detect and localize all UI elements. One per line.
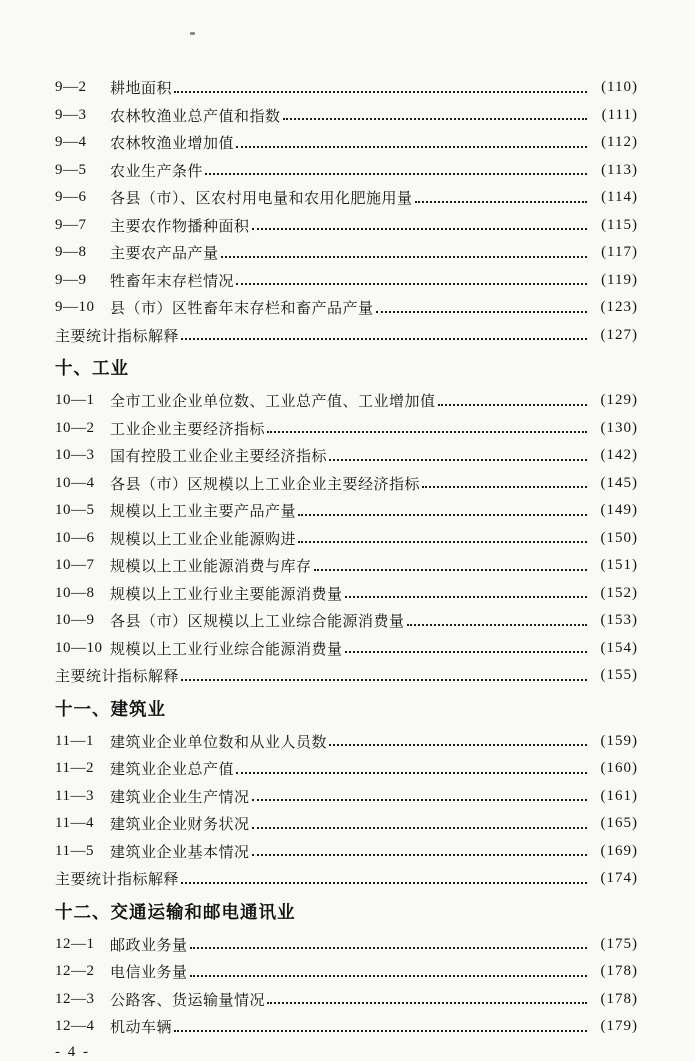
entry-number: 12—4 — [55, 1018, 95, 1035]
entry-title: 县（市）区牲畜年末存栏和畜产品产量 — [110, 301, 374, 318]
entry-number: 9—8 — [55, 244, 87, 261]
dot-leader — [181, 679, 587, 681]
dot-leader — [174, 91, 587, 93]
dot-leader — [236, 146, 587, 148]
entry-number: 9—3 — [55, 106, 87, 123]
dot-leader — [221, 256, 587, 258]
dot-leader — [252, 228, 587, 230]
entry-title: 各县（市）、区农村用电量和农用化肥施用量 — [110, 191, 413, 208]
toc-entry — [55, 810, 638, 838]
entry-page-number: (161) — [600, 787, 638, 804]
entry-number: 10—2 — [55, 419, 95, 436]
dot-leader — [190, 947, 587, 949]
dot-leader — [252, 827, 587, 829]
toc-entry — [55, 783, 638, 811]
dot-leader — [298, 514, 587, 516]
dot-leader — [298, 541, 587, 543]
entry-title: 建筑业企业生产情况 — [110, 789, 250, 806]
entry-page-number: (110) — [601, 79, 638, 96]
entry-page-number: (119) — [601, 271, 638, 288]
entry-number: 9—6 — [55, 189, 87, 206]
dot-leader — [329, 744, 587, 746]
entry-page-number: (175) — [600, 935, 638, 952]
entry-page-number: (169) — [600, 842, 638, 859]
entry-number: 10—9 — [55, 612, 95, 629]
toc-entry — [55, 986, 638, 1014]
entry-number: 10—3 — [55, 447, 95, 464]
entry-title: 规模以上工业主要产品产量 — [110, 504, 297, 521]
toc-entry — [55, 415, 638, 443]
toc-entry — [55, 184, 638, 212]
entry-number: 9—9 — [55, 271, 87, 288]
entry-page-number: (179) — [600, 1018, 638, 1035]
dot-leader — [174, 1030, 587, 1032]
entry-page-number: (114) — [601, 189, 638, 206]
dot-leader — [236, 772, 587, 774]
entry-page-number: (149) — [600, 502, 638, 519]
dot-leader — [181, 338, 587, 340]
entry-title: 耕地面积 — [110, 81, 173, 98]
scan-speck — [190, 32, 195, 35]
entry-number: 12—1 — [55, 935, 95, 952]
entry-number: 10—4 — [55, 474, 95, 491]
toc-entry — [55, 102, 638, 130]
dot-leader — [314, 569, 587, 571]
entry-title: 农林牧渔业增加值 — [110, 136, 235, 153]
entry-page-number: (129) — [600, 392, 638, 409]
entry-page-number: (112) — [601, 134, 638, 151]
dot-leader — [376, 311, 587, 313]
entry-title: 各县（市）区规模以上工业综合能源消费量 — [110, 614, 405, 631]
entry-title: 建筑业企业单位数和从业人员数 — [110, 734, 328, 751]
entry-page-number: (154) — [600, 639, 638, 656]
dot-leader — [415, 201, 587, 203]
entry-number: 12—3 — [55, 990, 95, 1007]
entry-page-number: (178) — [600, 990, 638, 1007]
entry-page-number: (115) — [601, 216, 638, 233]
dot-leader — [283, 118, 587, 120]
toc-entry — [55, 239, 638, 267]
toc-entry — [55, 267, 638, 295]
entry-title: 规模以上工业能源消费与库存 — [110, 559, 312, 576]
dot-leader — [252, 799, 587, 801]
entry-number: 10—5 — [55, 502, 95, 519]
dot-leader — [345, 651, 587, 653]
toc-entry — [55, 294, 638, 322]
entry-number: 9—7 — [55, 216, 87, 233]
toc-entry — [55, 838, 638, 866]
entry-title: 机动车辆 — [110, 1020, 173, 1037]
entry-title: 主要统计指标解释 — [55, 669, 180, 686]
toc-entry — [55, 635, 638, 663]
toc-entry — [55, 552, 638, 580]
entry-page-number: (111) — [601, 106, 638, 123]
entry-page-number: (165) — [600, 815, 638, 832]
entry-page-number: (178) — [600, 963, 638, 980]
entry-number: 10—7 — [55, 557, 95, 574]
entry-page-number: (150) — [600, 529, 638, 546]
entry-title: 主要统计指标解释 — [55, 872, 180, 889]
entry-title: 规模以上工业行业综合能源消费量 — [110, 641, 343, 658]
entry-page-number: (160) — [600, 760, 638, 777]
dot-leader — [252, 854, 587, 856]
toc-entry — [55, 470, 638, 498]
dot-leader — [190, 975, 587, 977]
toc-entry — [55, 387, 638, 415]
entry-title: 主要农产品产量 — [110, 246, 219, 263]
entry-title: 建筑业企业总产值 — [110, 762, 235, 779]
entry-title: 牲畜年末存栏情况 — [110, 273, 235, 290]
entry-title: 公路客、货运输量情况 — [110, 992, 266, 1009]
dot-leader — [422, 486, 587, 488]
entry-number: 9—10 — [55, 299, 95, 316]
toc-entry — [55, 525, 638, 553]
entry-number: 11—5 — [55, 842, 94, 859]
entry-number: 9—5 — [55, 161, 87, 178]
entry-page-number: (127) — [600, 326, 638, 343]
dot-leader — [407, 624, 587, 626]
entry-page-number: (117) — [601, 244, 638, 261]
entry-title: 规模以上工业行业主要能源消费量 — [110, 586, 343, 603]
entry-number: 11—1 — [55, 732, 94, 749]
entry-number: 11—2 — [55, 760, 94, 777]
dot-leader — [345, 596, 587, 598]
dot-leader — [267, 431, 587, 433]
toc-entry — [55, 157, 638, 185]
toc-entry — [55, 129, 638, 157]
toc-entry — [55, 1013, 638, 1041]
section-heading: 十二、交通运输和邮电通讯业 — [55, 901, 296, 922]
table-of-contents — [55, 74, 638, 1041]
toc-entry — [55, 755, 638, 783]
entry-page-number: (174) — [600, 870, 638, 887]
entry-title: 主要统计指标解释 — [55, 328, 180, 345]
entry-number: 9—4 — [55, 134, 87, 151]
dot-leader — [236, 283, 587, 285]
toc-entry — [55, 497, 638, 525]
dot-leader — [205, 173, 587, 175]
toc-entry — [55, 212, 638, 240]
entry-page-number: (123) — [600, 299, 638, 316]
entry-page-number: (153) — [600, 612, 638, 629]
dot-leader — [329, 459, 587, 461]
entry-title: 主要农作物播种面积 — [110, 218, 250, 235]
toc-entry-indicator-notes — [55, 662, 638, 690]
entry-title: 国有控股工业企业主要经济指标 — [110, 449, 328, 466]
entry-title: 建筑业企业财务状况 — [110, 817, 250, 834]
entry-number: 12—2 — [55, 963, 95, 980]
entry-number: 11—4 — [55, 815, 94, 832]
toc-entry-indicator-notes — [55, 865, 638, 893]
toc-entry — [55, 958, 638, 986]
entry-page-number: (145) — [600, 474, 638, 491]
entry-number: 10—1 — [55, 392, 95, 409]
entry-page-number: (152) — [600, 584, 638, 601]
entry-title: 邮政业务量 — [110, 937, 188, 954]
toc-entry-indicator-notes — [55, 322, 638, 350]
entry-page-number: (151) — [600, 557, 638, 574]
entry-page-number: (159) — [600, 732, 638, 749]
entry-page-number: (113) — [601, 161, 638, 178]
dot-leader — [181, 882, 587, 884]
entry-number: 10—6 — [55, 529, 95, 546]
dot-leader — [267, 1002, 587, 1004]
entry-title: 电信业务量 — [110, 965, 188, 982]
entry-title: 全市工业企业单位数、工业总产值、工业增加值 — [110, 394, 436, 411]
entry-title: 各县（市）区规模以上工业企业主要经济指标 — [110, 476, 421, 493]
entry-number: 10—8 — [55, 584, 95, 601]
entry-title: 农林牧渔业总产值和指数 — [110, 108, 281, 125]
section-heading: 十、工业 — [55, 358, 129, 378]
toc-entry — [55, 580, 638, 608]
section-heading: 十一、建筑业 — [55, 698, 166, 719]
entry-title: 工业企业主要经济指标 — [110, 421, 266, 438]
page-number-footer: - 4 - — [55, 1043, 90, 1060]
entry-page-number: (142) — [600, 447, 638, 464]
entry-number: 11—3 — [55, 787, 94, 804]
dot-leader — [438, 404, 587, 406]
toc-entry — [55, 931, 638, 959]
toc-entry — [55, 442, 638, 470]
entry-title: 建筑业企业基本情况 — [110, 844, 250, 861]
entry-number: 9—2 — [55, 79, 87, 96]
entry-title: 规模以上工业企业能源购进 — [110, 531, 297, 548]
entry-page-number: (155) — [600, 667, 638, 684]
entry-page-number: (130) — [600, 419, 638, 436]
toc-entry — [55, 607, 638, 635]
entry-title: 农业生产条件 — [110, 163, 204, 180]
toc-entry — [55, 728, 638, 756]
entry-number: 10—10 — [55, 639, 103, 656]
toc-entry — [55, 74, 638, 102]
